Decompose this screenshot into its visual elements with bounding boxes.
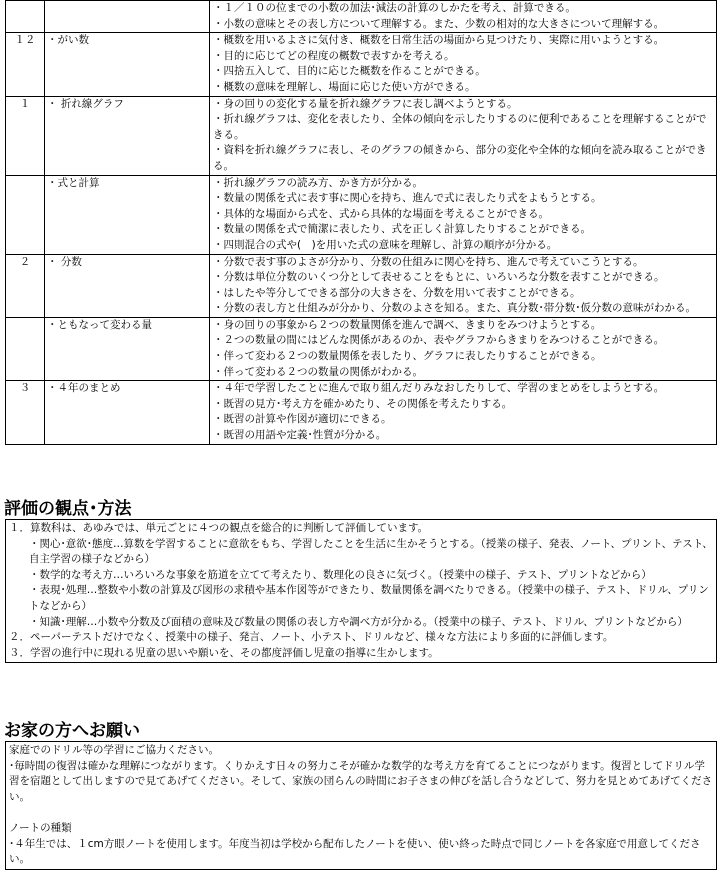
month-cell: １２	[6, 33, 45, 96]
objective-line: ・数量の関係を式で簡潔に表したり、式を正しく計算したりすることができる。	[213, 223, 591, 236]
objective-line: ・四捨五入して、目的に応じた概数を作ることができる。	[213, 65, 486, 78]
objectives-cell	[210, 254, 717, 317]
objectives-cell	[210, 33, 717, 96]
unit-cell: ・ともなって変わる量	[45, 317, 210, 380]
evaluation-point: ・関心･意欲･態度…算数を学習することに意欲をもち、学習したことを生活に生かそうとする。（授業の様子、発表、ノート、プリント、テスト、自主学習の様子などから）	[29, 537, 713, 566]
table-row	[6, 175, 717, 254]
objective-line: ・分数は単位分数のいくつ分として表せることをもとに、いろいろな分数を表すことができる。	[213, 271, 665, 284]
objectives-cell	[210, 175, 717, 254]
table-row	[6, 381, 717, 444]
evaluation-point: ・知識･理解…小数や分数及び面積の意味及び数量の関係の表し方や調べ方が分かる。（授業中の様子、テスト、ドリル、プリントなどから）	[29, 615, 688, 628]
objective-line: ・資料を折れ線グラフに表し、そのグラフの傾きから、部分の変化や全体的な傾向を読み取ることができる。	[213, 144, 707, 172]
objective-line: ・具体的な場面から式を、式から具体的な場面を考えることができる。	[213, 207, 549, 220]
objective-line: ・折れ線グラフの読み方、かき方が分かる。	[213, 176, 423, 189]
month-cell	[6, 317, 45, 380]
objective-line: ・折れ線グラフは、変化を表したり、全体の傾向を示したりするのに便利であることを理解することができる。	[213, 113, 707, 141]
request-heading: お家の方へお願い	[4, 721, 140, 741]
objective-line: ・四則混合の式や( )を用いた式の意味を理解し、計算の順序が分かる。	[213, 238, 558, 251]
objectives-cell	[210, 317, 717, 380]
objective-line: ・概数の意味を理解し、場面に応じた使い方ができる。	[213, 80, 476, 93]
evaluation-item-1: １．算数科は、あゆみでは、単元ごとに４つの観点を総合的に判断して評価しています。	[9, 522, 429, 534]
objective-line: ・既習の計算や作図が適切にできる。	[213, 413, 392, 426]
unit-cell: ・がい数	[45, 33, 210, 96]
objective-line: ・分数の表し方と仕組みが分かり、分数のよさを知る。また、真分数･帯分数･仮分数の意味がわかる。	[213, 302, 696, 315]
objective-line: ・２つの数量の間にはどんな関係があるのか、表やグラフからきまりをみつけることができる。	[213, 334, 665, 347]
evaluation-point: ・数学的な考え方…いろいろな事象を筋道を立てて考えたり、数理化の良さに気づく。（授業中の様子、テスト、プリントなどから）	[29, 568, 652, 581]
unit-cell: ・４年のまとめ	[45, 381, 210, 444]
table-row	[6, 96, 717, 175]
spacer	[9, 805, 713, 821]
month-cell: ３	[6, 381, 45, 444]
month-cell: ２	[6, 254, 45, 317]
objectives-cell	[210, 1, 717, 33]
objective-line: ・はしたや等分してできる部分の大きさを、分数を用いて表すことができる。	[213, 286, 581, 299]
table-row	[6, 317, 717, 380]
table-row	[6, 254, 717, 317]
month-cell	[6, 1, 45, 33]
unit-cell: ・ 折れ線グラフ	[45, 96, 210, 175]
evaluation-heading: 評価の観点･方法	[4, 499, 132, 519]
objective-line: ・数量の関係を式に表す事に関心を持ち、進んで式に表したり式をよもうとする。	[213, 192, 602, 205]
objective-line: ・伴って変わる２つの数量関係を表したり、グラフに表したりすることができる。	[213, 350, 602, 363]
unit-cell: ・ 分数	[45, 254, 210, 317]
objective-line: ・目的に応じてどの程度の概数で表すかを考える。	[213, 49, 455, 62]
unit-cell	[45, 1, 210, 33]
request-line: 家庭でのドリル等の学習にご協力ください。	[9, 744, 219, 756]
objective-line: ・既習の用語や定義･性質が分かる。	[213, 429, 387, 442]
note-paragraph: ･４年生では、１cm方眼ノートを使用します。年度当初は学校から配布したノートを使い、使い終った時点で同じノートを各家庭で用意してください。	[9, 837, 701, 866]
request-box	[5, 741, 717, 870]
objective-line: ・１／１０の位までの小数の加法･減法の計算のしかたを考え、計算できる。	[213, 2, 576, 14]
note-type-title: ノートの種類	[9, 821, 72, 834]
objective-line: ・４年で学習したことに進んで取り組んだりみなおしたりして、学習のまとめをしようとする。	[213, 382, 665, 395]
objective-line: ・伴って変わる２つの数量の関係がわかる。	[213, 365, 423, 378]
objective-line: ・身の回りの変化する量を折れ線グラフに表し調べようとする。	[213, 97, 518, 110]
request-paragraph: ･毎時間の復習は確かな理解につながります。くりかえす日々の努力こそが確かな数学的な考え方を育てることにつながります。復習としてドリル学習を宿題として出しますので見てあげてください。そして、家族の団らんの時間にお子さまの伸びを話し合うなどして、努力を見とめてあげてください。	[9, 759, 713, 803]
objectives-cell	[210, 381, 717, 444]
objective-line: ・身の回りの事象から２つの数量関係を進んで調べ、きまりをみつけようとする。	[213, 318, 602, 331]
evaluation-point: ・表現･処理…整数や小数の計算及び図形の求積や基本作図等ができたり、数量関係を調べたりできる。（授業中の様子、テスト、ドリル、プリントなどから）	[29, 584, 709, 612]
evaluation-box	[5, 519, 717, 663]
objectives-cell	[210, 96, 717, 175]
curriculum-table	[5, 0, 717, 445]
objective-line: ・概数を用いるよさに気付き、概数を日常生活の場面から見つけたり、実際に用いようとする。	[213, 34, 665, 47]
unit-cell: ・式と計算	[45, 175, 210, 254]
objective-line: ・分数で表す事のよさが分かり、分数の仕組みに関心を持ち、進んで考えていこうとする。	[213, 255, 644, 268]
objective-line: ・小数の意味とその表し方について理解する。また、少数の相対的な大きさについて理解する。	[213, 17, 665, 30]
month-cell	[6, 175, 45, 254]
evaluation-item-3: ３．学習の進行中に現れる児童の思いや願いを、その都度評価し児童の指導に生かします。	[9, 646, 439, 659]
evaluation-item-2: ２．ペーパーテストだけでなく、授業中の様子、発言、ノート、小テスト、ドリルなど、様々な方法により多面的に評価します。	[9, 631, 614, 644]
table-row	[6, 33, 717, 96]
objective-line: ・既習の見方･考え方を確かめたり、その関係を考えたりする。	[213, 397, 513, 410]
month-cell: １	[6, 96, 45, 175]
table-row	[6, 1, 717, 33]
